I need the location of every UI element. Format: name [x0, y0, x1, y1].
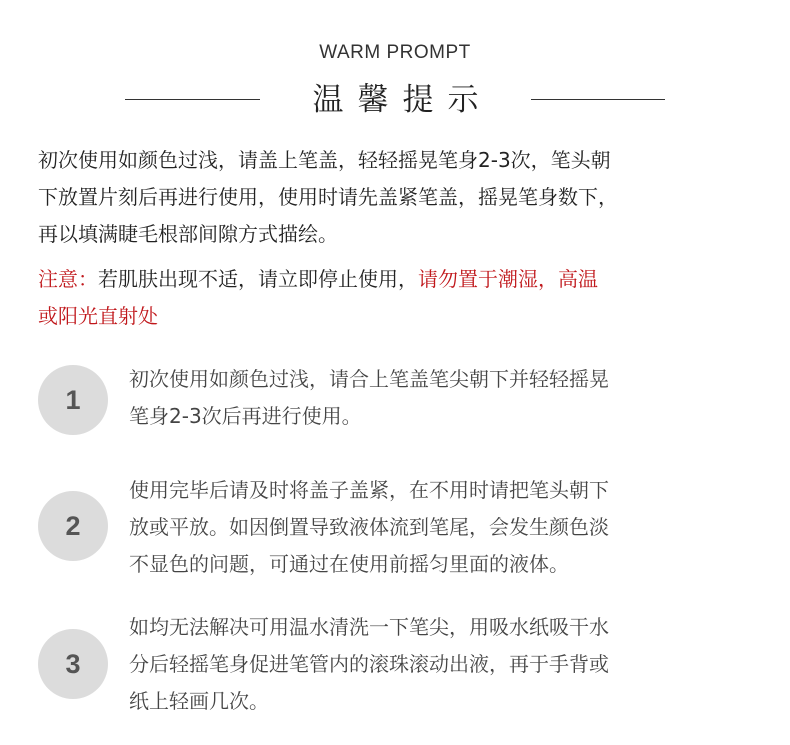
title-row	[0, 76, 790, 124]
step-text	[129, 609, 741, 720]
step-line: 不显色的问题，可通过在使用前摇匀里面的液体。	[129, 552, 569, 576]
step-line: 放或平放。如因倒置导致液体流到笔尾，会发生颜色淡	[129, 515, 609, 539]
step-number-badge: 2	[38, 491, 108, 561]
step-line: 使用完毕后请及时将盖子盖紧，在不用时请把笔头朝下	[129, 478, 609, 502]
intro-paragraph	[38, 142, 758, 253]
intro-line: 再以填满睫毛根部间隙方式描绘。	[38, 222, 338, 246]
step-line: 纸上轻画几次。	[129, 689, 269, 713]
notice-paragraph	[38, 261, 758, 335]
page-title: 温馨提示	[312, 82, 493, 118]
step-number-badge: 1	[38, 365, 108, 435]
subtitle: WARM PROMPT	[319, 42, 471, 63]
step-text	[129, 472, 741, 583]
notice-label: 注意：	[38, 267, 98, 291]
step-line: 如均无法解决可用温水清洗一下笔尖，用吸水纸吸干水	[129, 615, 609, 639]
step-text	[129, 361, 741, 435]
notice-text: 若肌肤出现不适，请立即停止使用，	[98, 267, 418, 291]
step-line: 初次使用如颜色过浅，请合上笔盖笔尖朝下并轻轻摇晃	[129, 367, 609, 391]
step-line: 分后轻摇笔身促进笔管内的滚珠滚动出液，再于手背或	[129, 652, 609, 676]
notice-warning-cont: 或阳光直射处	[38, 304, 158, 328]
title-divider-left	[125, 99, 260, 100]
intro-line: 初次使用如颜色过浅，请盖上笔盖，轻轻摇晃笔身2-3次，笔头朝	[38, 148, 611, 172]
title-divider-right	[531, 99, 665, 100]
step-line: 笔身2-3次后再进行使用。	[129, 404, 362, 428]
notice-warning: 请勿置于潮湿，高温	[418, 267, 598, 291]
intro-line: 下放置片刻后再进行使用，使用时请先盖紧笔盖，摇晃笔身数下，	[38, 185, 618, 209]
step-number-badge: 3	[38, 629, 108, 699]
